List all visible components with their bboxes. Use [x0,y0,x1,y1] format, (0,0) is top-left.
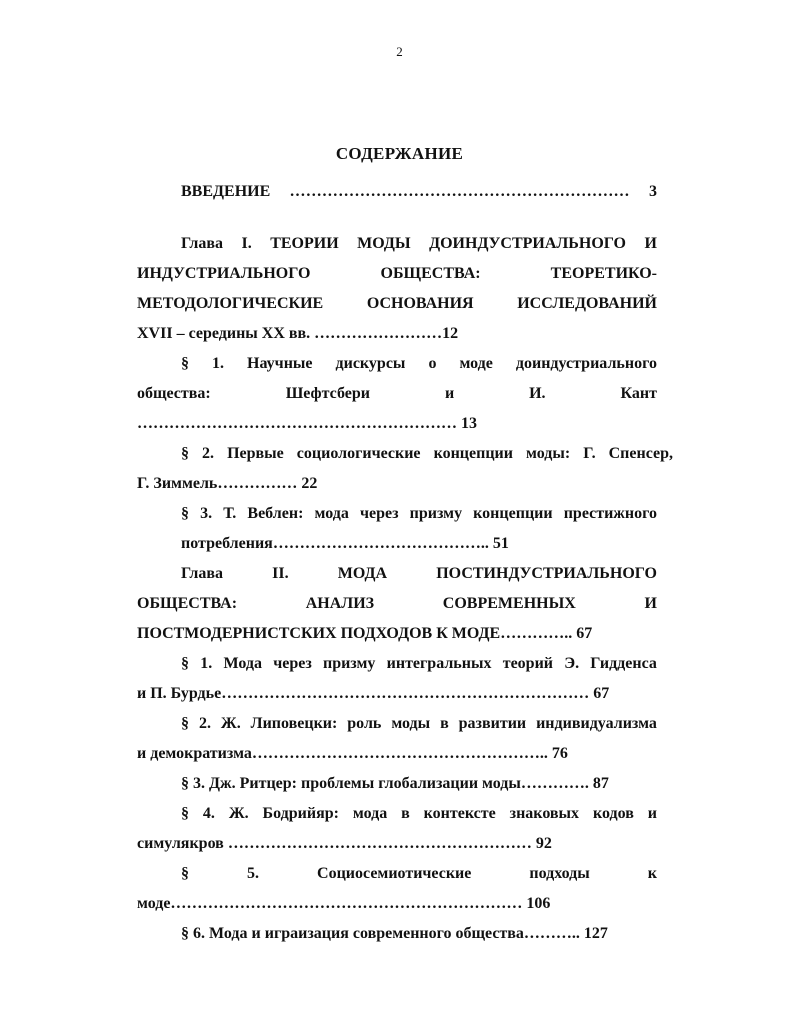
word: ОСНОВАНИЯ [366,295,474,312]
word: И [644,235,657,252]
word: контексте [423,805,496,822]
word: § [181,445,189,462]
word: моды: [526,445,571,462]
word: Веблен: [247,505,304,522]
toc-dots: ……………………………………………………… [289,183,630,200]
word: престижного [563,505,657,522]
word: ОБЩЕСТВА: [380,265,481,282]
word: И. [529,385,546,402]
word: I. [241,235,252,252]
word: о [428,355,437,372]
word: 1. [212,355,225,372]
word: кодов [592,805,634,822]
section-2-1-line-1 [181,654,657,674]
word: И [644,595,657,612]
word: интегральных [386,655,492,672]
word: концепции [433,445,513,462]
word: Глава [181,565,223,582]
section-2-5-line-2: моде………………………………………………………… 106 [137,895,551,912]
chapter-1-line-1 [181,234,657,254]
word: Ж. [228,805,249,822]
word: ИНДУСТРИАЛЬНОГО [137,265,311,282]
word: АНАЛИЗ [305,595,375,612]
section-1-3-line-2: потребления………………………………….. 51 [181,535,509,552]
word: теорий [502,655,553,672]
word: Э. [564,655,580,672]
page-number: 2 [396,44,403,59]
chapter-2-line-1 [181,564,657,584]
word: мода [352,805,388,822]
word: Мода [223,655,262,672]
word: дискурсы [335,355,406,372]
word: 4. [202,805,215,822]
chapter-1-line-4: XVII – середины XX вв. ……………………12 [137,325,459,342]
section-1-1-line-1 [181,354,657,374]
word: § [181,805,189,822]
word: II. [272,565,289,582]
section-2-3-line-1: § 3. Дж. Ритцер: проблемы глобализации моды…………. 87 [181,775,609,792]
word: через [359,505,399,522]
word: § [181,355,189,372]
section-1-3-line-1 [181,504,657,524]
chapter-2-line-3: ПОСТМОДЕРНИСТСКИХ ПОДХОДОВ К МОДЕ………….. 67 [137,625,593,642]
word: § [181,655,189,672]
word: 2. [202,445,215,462]
word: ТЕОРИИ [270,235,339,252]
word: Глава [181,235,223,252]
word: МЕТОДОЛОГИЧЕСКИЕ [137,295,324,312]
word: и [647,805,657,822]
chapter-1-line-2 [137,264,657,284]
section-2-4-line-2: симулякров ………………………………………………… 92 [137,835,552,852]
word: 5. [247,865,260,882]
word: доиндустриального [515,355,657,372]
chapter-1-line-3 [137,294,657,314]
word: знаковых [509,805,580,822]
word: социологические [296,445,421,462]
word: 2. [198,715,211,732]
section-1-2-line-2: Г. Зиммель…………… 22 [137,475,318,492]
word: и [444,385,455,402]
word: Научные [247,355,313,372]
word: призму [322,655,376,672]
toc-heading: СОДЕРЖАНИЕ [335,144,464,163]
section-1-2-line-1 [181,444,673,464]
word: Т. [223,505,237,522]
word: СОВРЕМЕННЫХ [442,595,576,612]
word: § [181,715,189,732]
word: Социосемиотические [317,865,472,882]
word: Спенсер, [608,445,673,462]
section-1-1-line-2 [137,384,657,404]
section-2-6-line-1: § 6. Мода и играизация современного общества……….. 127 [181,925,608,942]
section-1-1-line-3: …………………………………………………… 13 [137,415,477,432]
word: § [181,505,189,522]
word: Кант [620,385,657,402]
word: мода [314,505,349,522]
toc-page-number: 3 [649,183,657,200]
word: развитии [458,715,527,732]
word: индивидуализма [536,715,657,732]
word: Бодрийяр: [262,805,339,822]
word: призму [409,505,463,522]
word: Шефтсбери [285,385,370,402]
word: моде [459,355,493,372]
word: роль [347,715,382,732]
section-2-2-line-2: и демократизма……………………………………………….. 76 [137,745,568,762]
word: МОДЫ [357,235,411,252]
section-2-4-line-1 [181,804,657,824]
word: 1. [200,655,213,672]
section-2-1-line-2: и П. Бурдье…………………………………………………………… 67 [137,685,610,702]
word: Г. [583,445,596,462]
word: через [273,655,312,672]
word: Гидденса [590,655,657,672]
word: моды [391,715,431,732]
word: Первые [227,445,284,462]
word: ОБЩЕСТВА: [137,595,238,612]
word: ТЕОРЕТИКО- [550,265,657,282]
word: концепции [473,505,553,522]
word: ДОИНДУСТРИАЛЬНОГО [429,235,626,252]
word: МОДА [337,565,388,582]
word: в [440,715,449,732]
word: к [647,865,657,882]
word: ИССЛЕДОВАНИЙ [517,295,657,312]
word: ПОСТИНДУСТРИАЛЬНОГО [436,565,657,582]
word: 3. [200,505,213,522]
word: § [181,865,189,882]
word: Липовецки: [250,715,338,732]
word: общества: [137,385,211,402]
chapter-2-line-2 [137,594,657,614]
section-2-2-line-1 [181,714,657,734]
toc-entry-label: ВВЕДЕНИЕ [181,183,271,200]
section-2-5-line-1 [181,864,657,884]
word: подходы [529,865,590,882]
toc-entry-intro [181,182,657,202]
word: в [401,805,410,822]
word: Ж. [220,715,241,732]
